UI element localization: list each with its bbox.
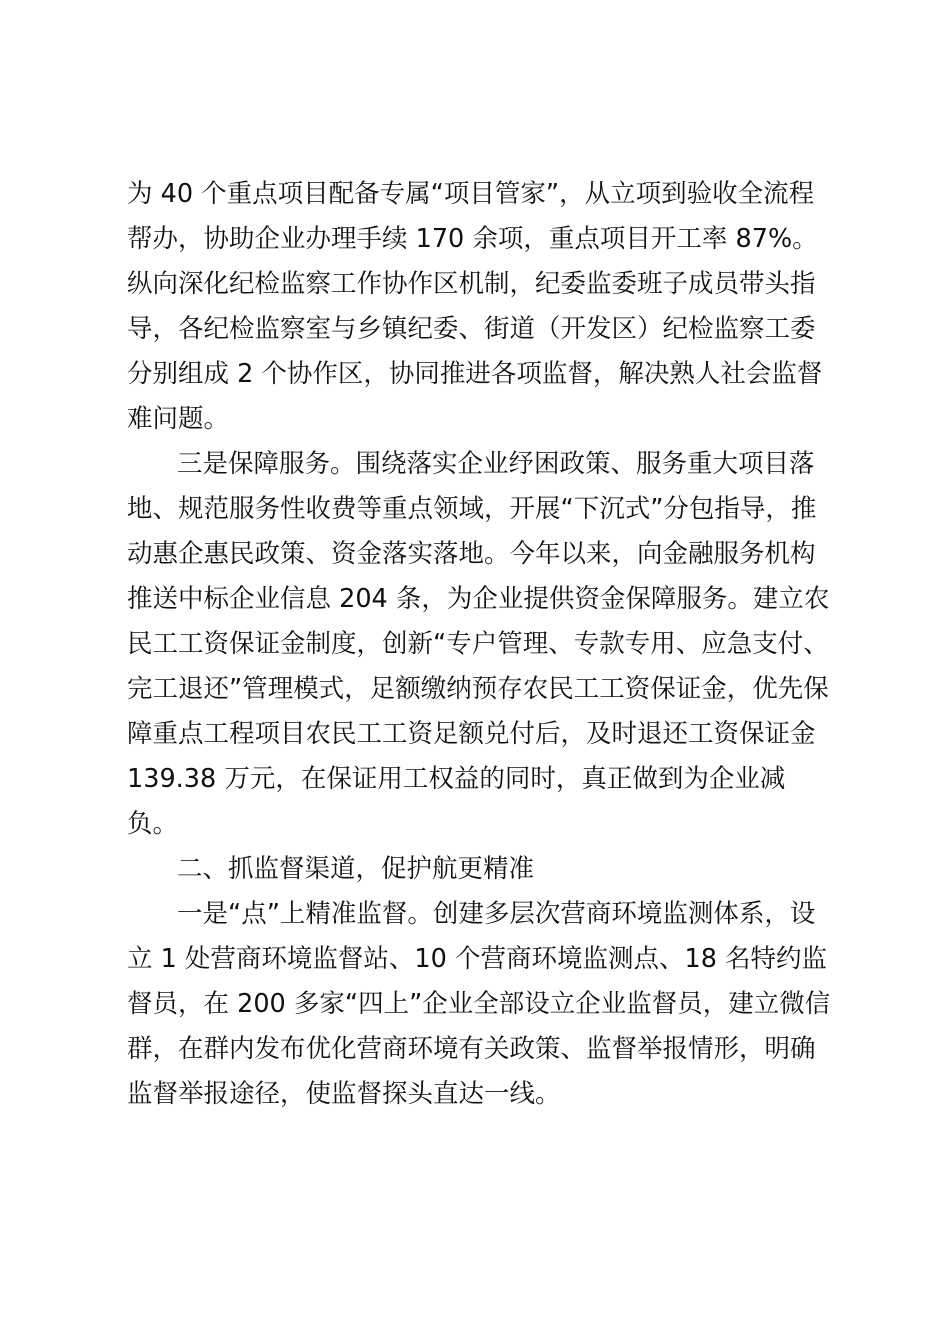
text-line: 督员，在 200 多家“四上”企业全部设立企业监督员，建立微信 (127, 989, 831, 1019)
text-line: 纵向深化纪检监察工作协作区机制，纪委监委班子成员带头指 (127, 269, 816, 299)
text-line: 动惠企惠民政策、资金落实落地。今年以来，向金融服务机构 (127, 539, 816, 569)
text-line: 推送中标企业信息 204 条，为企业提供资金保障服务。建立农 (127, 584, 830, 614)
text-line: 难问题。 (127, 404, 230, 434)
text-line: 监督举报途径，使监督探头直达一线。 (127, 1079, 561, 1109)
text-line: 负。 (127, 809, 179, 839)
text-line: 导，各纪检监察室与乡镇纪委、街道（开发区）纪检监察工委 (127, 314, 816, 344)
text-line: 分别组成 2 个协作区，协同推进各项监督，解决熟人社会监督 (127, 359, 823, 389)
text-line: 立 1 处营商环境监督站、10 个营商环境监测点、18 名特约监 (127, 944, 828, 974)
text-line: 障重点工程项目农民工工资足额兑付后，及时退还工资保证金 (127, 719, 816, 749)
section-heading: 二、抓监督渠道，促护航更精准 (177, 854, 535, 884)
text-line: 民工工资保证金制度，创新“专户管理、专款专用、应急支付、 (127, 629, 829, 659)
text-line: 帮办，协助企业办理手续 170 余项，重点项目开工率 87%。 (127, 224, 818, 254)
paragraph-heading-line: 三是保障服务。围绕落实企业纾困政策、服务重大项目落 (177, 449, 815, 479)
text-line: 地、规范服务性收费等重点领域，开展“下沉式”分包指导，推 (127, 494, 817, 524)
text-line: 群，在群内发布优化营商环境有关政策、监督举报情形，明确 (127, 1034, 816, 1064)
text-line: 为 40 个重点项目配备专属“项目管家”，从立项到验收全流程 (127, 179, 815, 209)
text-line: 完工退还”管理模式，足额缴纳预存农民工工资保证金，优先保 (127, 674, 829, 704)
text-line: 139.38 万元，在保证用工权益的同时，真正做到为企业减 (127, 764, 786, 794)
paragraph-heading-line: 一是“点”上精准监督。创建多层次营商环境监测体系，设 (177, 899, 816, 929)
